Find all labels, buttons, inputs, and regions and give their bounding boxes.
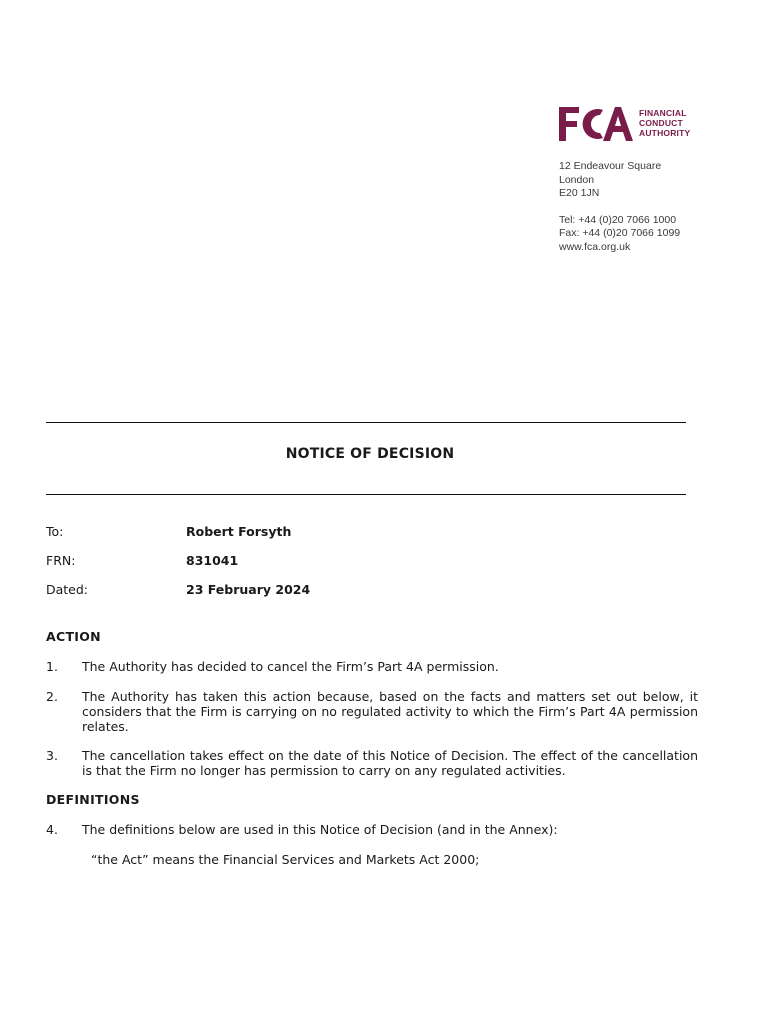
paragraph-text: The Authority has taken this action because, based on the facts and matters set out below, it considers that the Firm is carrying on no regulated activity to which the Firm’s Part 4A permission relates. [82,689,698,734]
logo-wordmark [639,108,690,138]
address-line-2: London [559,173,595,186]
dated-value: 23 February 2024 [186,582,311,597]
definition-entry: “the Act” means the Financial Services and Markets Act 2000; [91,852,480,867]
fca-logo-mark [557,104,637,144]
frn-value: 831041 [186,553,239,568]
address-line-3: E20 1JN [559,187,600,199]
logo-line-1: FINANCIAL [639,108,687,118]
paragraph-number: 4. [46,822,58,837]
action-heading: ACTION [46,629,101,644]
website: www.fca.org.uk [559,240,631,253]
paragraph-4 [46,822,698,837]
address-block [559,160,680,254]
top-rule [46,422,686,423]
fca-logo [557,104,702,144]
paragraph-3 [46,748,698,778]
address-line-1: 12 Endeavour Square [559,160,662,172]
paragraph-text: The Authority has decided to cancel the Firm’s Part 4A permission. [82,659,499,674]
logo-line-3: AUTHORITY [639,128,691,138]
frn-label: FRN: [46,553,76,568]
paragraph-number: 3. [46,748,58,763]
paragraph-2 [46,689,698,734]
paragraph-text: The definitions below are used in this Notice of Decision (and in the Annex): [82,822,558,837]
paragraph-number: 1. [46,659,58,674]
logo-line-2: CONDUCT [639,118,683,128]
definitions-heading: DEFINITIONS [46,792,140,807]
bottom-rule [46,494,686,495]
paragraph-1 [46,659,698,674]
paragraph-number: 2. [46,689,58,704]
document-title: NOTICE OF DECISION [285,446,455,462]
telephone: Tel: +44 (0)20 7066 1000 [559,213,677,226]
to-label: To: [46,524,64,539]
fax: Fax: +44 (0)20 7066 1099 [559,227,681,239]
paragraph-text: The cancellation takes effect on the date of this Notice of Decision. The effect of the cancellation is that the Firm no longer has permission to carry on any regulated activities. [82,748,698,778]
to-value: Robert Forsyth [186,524,292,539]
dated-label: Dated: [46,582,89,597]
